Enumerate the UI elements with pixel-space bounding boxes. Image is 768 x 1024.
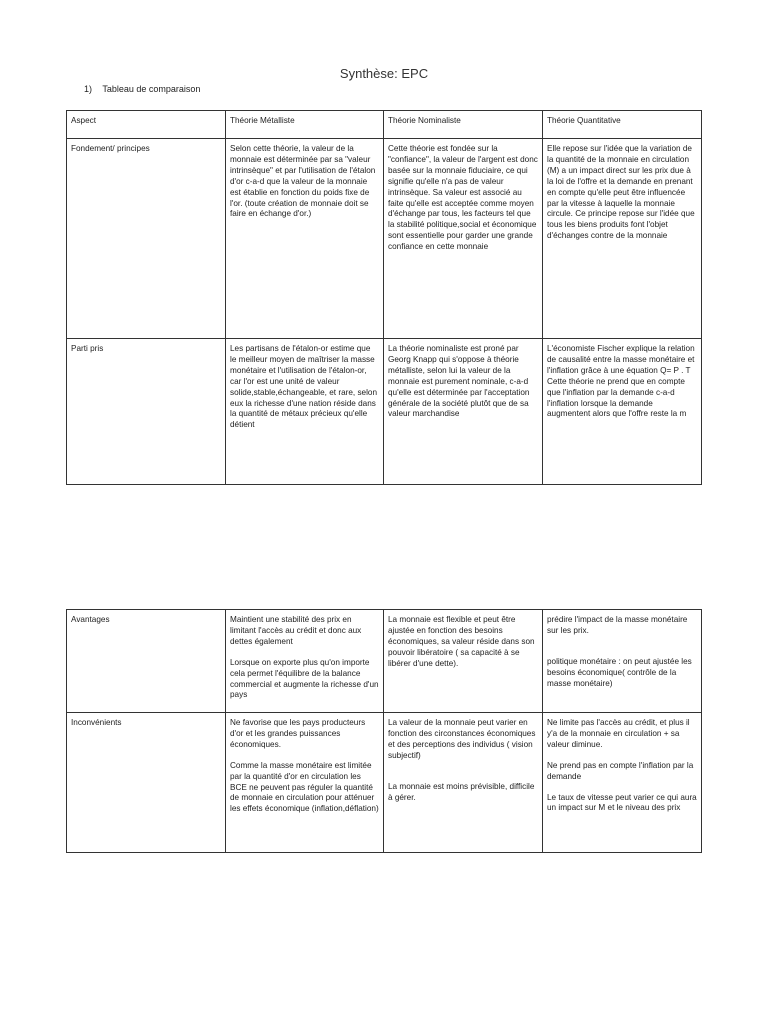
header-metalliste: Théorie Métalliste xyxy=(226,111,384,139)
cell-fondement-nominaliste: Cette théorie est fondée sur la "confiance", la valeur de l'argent est donc basée sur la monnaie fiduciaire, ce qui signifie qu'elle n'a pas de valeur intrinsèque. Sa valeur est associé au faite qu'elle est acceptée comme moyen d'échange par tous, les facteurs tel que la stabilité politique,social et économique sont essentielle pour garder une grande confiance en cette monnaie xyxy=(384,139,543,339)
header-aspect: Aspect xyxy=(67,111,226,139)
cell-aspect-parti-pris: Parti pris xyxy=(67,339,226,485)
cell-inconvenients-metalliste xyxy=(226,713,384,853)
cell-inconvenients-nominaliste xyxy=(384,713,543,853)
cell-aspect-fondement: Fondement/ principes xyxy=(67,139,226,339)
paragraph: Ne limite pas l'accès au crédit, et plus il y'a de la monnaie en circulation + sa valeur diminue. xyxy=(547,718,690,749)
table-row-avantages xyxy=(67,610,702,713)
cell-avantages-quantitative xyxy=(543,610,702,713)
page-title: Synthèse: EPC xyxy=(339,66,429,81)
table-header-row xyxy=(67,111,702,139)
paragraph: Maintient une stabilité des prix en limitant l'accès au crédit et donc aux dettes également xyxy=(230,615,362,646)
cell-fondement-quantitative: Elle repose sur l'idée que la variation de la quantité de la monnaie en circulation (M) a un impact direct sur les prix due à la loi de l'offre et la demande en prenant en compte qu'elle peut être influencée par la vitesse à laquelle la monnaie circule. Ce principe repose sur l'idée que tous les biens produits font l'objet d'échanges contre de la monnaie xyxy=(543,139,702,339)
cell-parti-pris-metalliste: Les partisans de l'étalon-or estime que le meilleur moyen de maîtriser la masse monétaire et l'utilisation de l'étalon-or, car l'or est une unité de valeur solide,stable,échangeable, et rare, selon eux la richesse d'une nation réside dans la quantité de métaux précieux qu'elle détient xyxy=(226,339,384,485)
section-title: Tableau de comparaison xyxy=(102,84,201,94)
paragraph: Ne favorise que les pays producteurs d'or et les grandes puissances économiques. xyxy=(230,718,366,749)
table-row-inconvenients xyxy=(67,713,702,853)
paragraph: La valeur de la monnaie peut varier en fonction des circonstances économiques et des perceptions des individus ( vision subjectif) xyxy=(388,718,536,760)
header-nominaliste: Théorie Nominaliste xyxy=(384,111,543,139)
cell-parti-pris-nominaliste: La théorie nominaliste est proné par Georg Knapp qui s'oppose à théorie métalliste, selon lui la valeur de la monnaie est purement nominale, c-a-d qu'elle est déterminée par l'acceptation générale de la société plutôt que de sa valeur marchandise xyxy=(384,339,543,485)
paragraph: Comme la masse monétaire est limitée par la quantité d'or en circulation les BCE ne peuvent pas réguler la quantité de monnaie en circulation pour atténuer les effets économique (inflation,déflation) xyxy=(230,760,379,814)
cell-parti-pris-quantitative: L'économiste Fischer explique la relation de causalité entre la masse monétaire et l'inflation grâce à une équation Q= P . T Cette théorie ne prend que en compte que l'inflation par la demande c-a-d l'inflation lorsque la demande augmentent alors que l'offre reste la m xyxy=(543,339,702,485)
paragraph: Lorsque on exporte plus qu'on importe cela permet l'équilibre de la balance commercial et augmente la richesse d'un pays xyxy=(230,657,379,700)
cell-aspect-avantages: Avantages xyxy=(67,610,226,713)
comparison-table-bottom xyxy=(66,609,702,853)
section-number: 1) xyxy=(84,84,93,94)
paragraph: Ne prend pas en compte l'inflation par la demande xyxy=(547,760,694,781)
comparison-table-top xyxy=(66,110,702,485)
cell-avantages-metalliste xyxy=(226,610,384,713)
paragraph: Le taux de vitesse peut varier ce qui aura un impact sur M et le niveau des prix xyxy=(547,792,697,813)
paragraph: prédire l'impact de la masse monétaire sur les prix. xyxy=(547,615,688,635)
cell-inconvenients-quantitative xyxy=(543,713,702,853)
table-row-fondement xyxy=(67,139,702,339)
section-heading xyxy=(84,84,200,94)
cell-aspect-inconvenients: Inconvénients xyxy=(67,713,226,853)
paragraph: La monnaie est moins prévisible, difficile à gérer. xyxy=(388,781,535,802)
paragraph: politique monétaire : on peut ajustée les besoins économique( contrôle de la masse monétaire) xyxy=(547,656,692,688)
header-quantitative: Théorie Quantitative xyxy=(543,111,702,139)
table-row-parti-pris xyxy=(67,339,702,485)
cell-avantages-nominaliste: La monnaie est flexible et peut être ajustée en fonction des besoins économiques, sa valeur réside dans son pouvoir libératoire ( sa capacité à se libérer d'une dette). xyxy=(384,610,543,713)
cell-fondement-metalliste: Selon cette théorie, la valeur de la monnaie est déterminée par sa "valeur intrinsèque" et par l'utilisation de l'étalon d'or c-a-d que la valeur de la monnaie est établie en fonction du poids fixe de l'or. (toute création de monnaie doit se faire en échange d'or.) xyxy=(226,139,384,339)
